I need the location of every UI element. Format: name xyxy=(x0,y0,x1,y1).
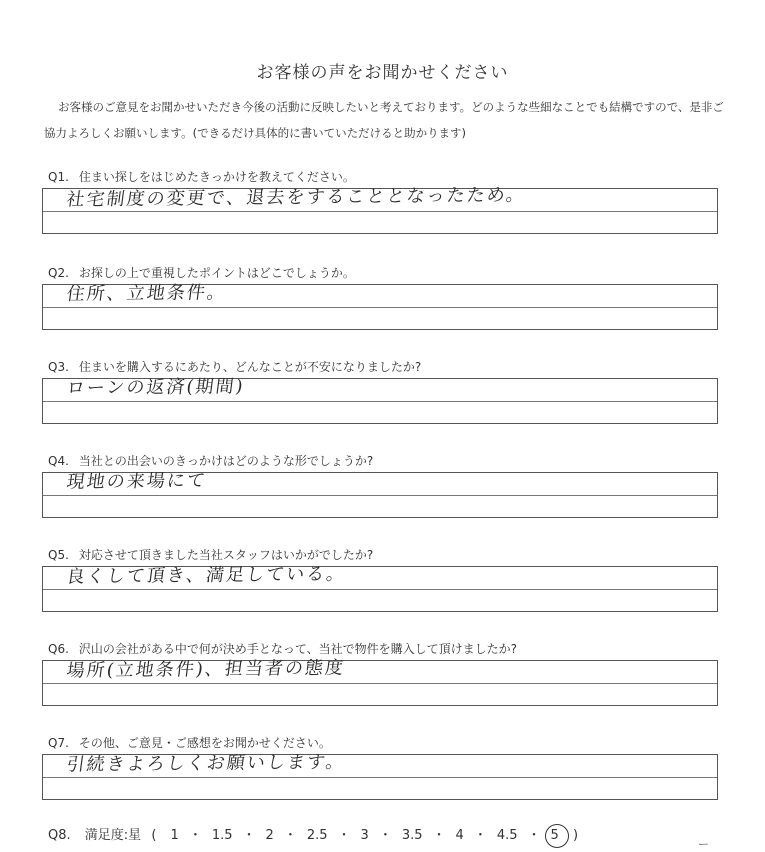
intro-text: お客様のご意見をお聞かせいただき今後の活動に反映したいと考えております。どのような些細なことでも結構ですので、是非ご協力よろしくお願いします。(できるだけ具体的に書いていただけると助かります) xyxy=(44,100,724,140)
rating-option-3.5[interactable]: 3.5 xyxy=(401,828,423,843)
question-text: お探しの上で重視したポイントはどこでしょうか。 xyxy=(78,266,355,280)
answer-ruled-line xyxy=(43,683,717,684)
handwritten-answer: 場所(立地条件)、担当者の態度 xyxy=(65,657,347,682)
option-separator: ・ xyxy=(337,828,351,843)
handwritten-answer: ローンの返済(期間) xyxy=(65,376,246,399)
answer-ruled-line xyxy=(43,401,717,402)
handwritten-answer: 良くして頂き、満足している。 xyxy=(65,563,348,588)
page-title: お客様の声をお聞かせください xyxy=(256,63,509,83)
question-text: 対応させて頂きました当社スタッフはいかがでしたか? xyxy=(78,548,374,562)
answer-box[interactable] xyxy=(42,378,718,424)
handwritten-answer: 社宅制度の変更で、退去をすることとなったため。 xyxy=(65,184,528,211)
corner-mark: ー xyxy=(698,838,709,851)
rating-option-1.5[interactable]: 1.5 xyxy=(211,828,233,843)
answer-box[interactable] xyxy=(42,751,718,800)
question-number: Q3. xyxy=(48,360,69,374)
answer-ruled-line xyxy=(43,495,717,496)
q8-close-paren: ) xyxy=(572,828,579,843)
answer-ruled-line xyxy=(43,589,717,590)
question-text: その他、ご意見・ご感想をお聞かせください。 xyxy=(78,736,331,750)
question-number: Q7. xyxy=(48,736,69,750)
option-separator: ・ xyxy=(188,828,202,843)
rating-option-1[interactable]: 1 xyxy=(170,828,179,843)
option-separator: ・ xyxy=(242,828,256,843)
answer-ruled-line xyxy=(43,211,717,212)
rating-option-5[interactable]: 5 xyxy=(550,828,559,843)
option-separator: ・ xyxy=(473,828,487,843)
rating-option-2[interactable]: 2 xyxy=(265,828,274,843)
question-number: Q4. xyxy=(48,454,69,468)
answer-box[interactable] xyxy=(42,563,718,612)
handwritten-answer: 現地の来場にて xyxy=(65,470,209,493)
rating-option-3[interactable]: 3 xyxy=(360,828,369,843)
option-separator: ・ xyxy=(283,828,297,843)
option-separator: ・ xyxy=(432,828,446,843)
q8-satisfaction xyxy=(48,824,578,843)
question-number: Q5. xyxy=(48,548,69,562)
q8-number: Q8. xyxy=(48,828,71,843)
question-text: 沢山の会社がある中で何が決め手となって、当社で物件を購入して頂けましたか? xyxy=(78,642,518,656)
answer-ruled-line xyxy=(43,777,717,778)
question-number: Q6. xyxy=(48,642,69,656)
rating-option-2.5[interactable]: 2.5 xyxy=(306,828,328,843)
question-number: Q2. xyxy=(48,266,69,280)
rating-option-4[interactable]: 4 xyxy=(455,828,464,843)
question-text: 住まいを購入するにあたり、どんなことが不安になりましたか? xyxy=(78,360,422,374)
answer-box[interactable] xyxy=(42,657,718,706)
handwritten-answer: 住所、立地条件。 xyxy=(65,282,229,305)
q8-open-paren: ( xyxy=(151,828,157,843)
answer-box[interactable] xyxy=(42,284,718,330)
question-text: 当社との出会いのきっかけはどのような形でしょうか? xyxy=(78,454,374,468)
option-separator: ・ xyxy=(527,828,541,843)
handwritten-answer: 引続きよろしくお願いします。 xyxy=(65,751,347,776)
answer-box[interactable] xyxy=(42,184,718,234)
rating-option-4.5[interactable]: 4.5 xyxy=(496,828,518,843)
question-text: 住まい探しをはじめたきっかけを教えてください。 xyxy=(78,170,355,184)
answer-box[interactable] xyxy=(42,472,718,518)
q8-label: 満足度:星 xyxy=(84,828,142,843)
question-number: Q1. xyxy=(48,170,69,184)
option-separator: ・ xyxy=(378,828,392,843)
answer-ruled-line xyxy=(43,307,717,308)
